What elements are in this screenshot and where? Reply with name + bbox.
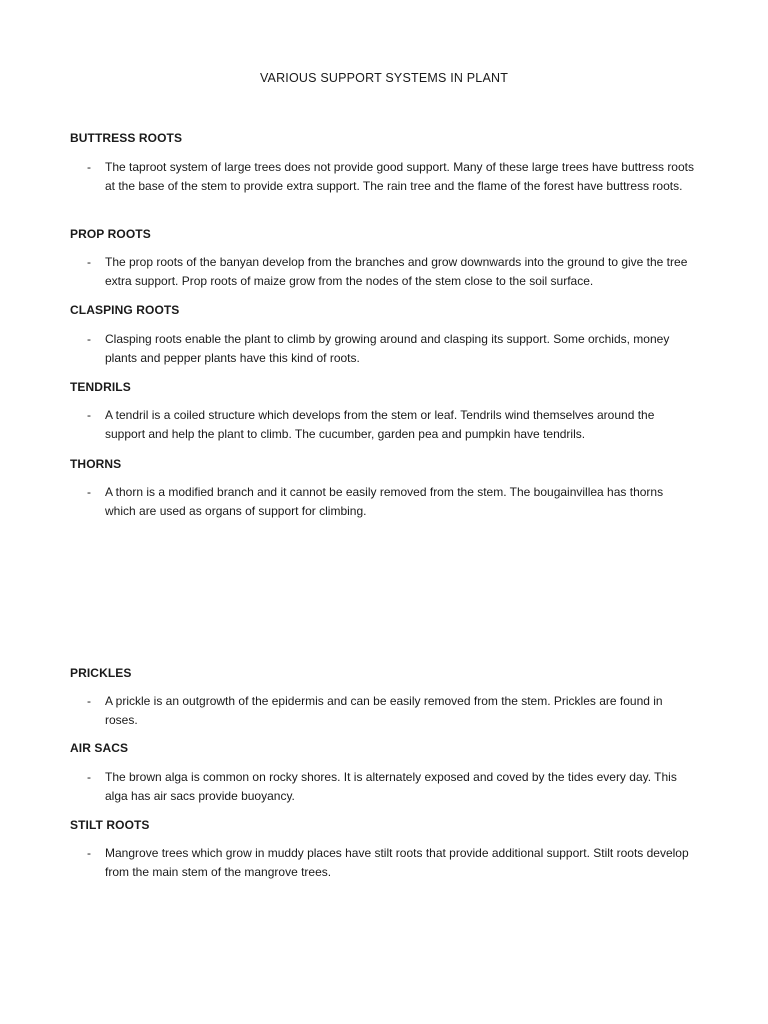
section-heading-clasping-roots: CLASPING ROOTS [70,303,180,317]
section-heading-tendrils: TENDRILS [70,380,131,394]
bullet-dash: - [87,255,91,269]
section-heading-air-sacs: AIR SACS [70,741,129,755]
section-text-thorns: A thorn is a modified branch and it cannot be easily removed from the stem. The bougainvillea has thorns which are used as organs of support for climbing. [105,485,664,518]
bullet-dash: - [87,770,91,784]
section-text-air-sacs: The brown alga is common on rocky shores. It is alternately exposed and coved by the tides every day. This alga has air sacs provide buoyancy. [105,770,677,803]
section-heading-prickles: PRICKLES [70,666,132,680]
bullet-dash: - [87,485,91,499]
list-item-prop-roots [70,253,710,291]
section-text-buttress-roots: The taproot system of large trees does not provide good support. Many of these large trees have buttress roots at the base of the stem to provide extra support. The rain tree and the flame of the forest have buttress roots. [105,160,694,193]
section-text-tendrils: A tendril is a coiled structure which develops from the stem or leaf. Tendrils wind themselves around the support and help the plant to climb. The cucumber, garden pea and pumpkin have tendrils. [105,408,655,441]
section-heading-stilt-roots: STILT ROOTS [70,818,150,832]
section-heading-prop-roots: PROP ROOTS [70,227,151,241]
section-heading-buttress-roots: BUTTRESS ROOTS [70,131,183,145]
list-item-buttress-roots [70,158,710,196]
section-text-clasping-roots: Clasping roots enable the plant to climb by growing around and clasping its support. Some orchids, money plants and pepper plants have this kind of roots. [105,332,670,365]
section-heading-thorns: THORNS [70,457,122,471]
bullet-dash: - [87,160,91,174]
list-item-air-sacs [70,768,710,806]
section-text-stilt-roots: Mangrove trees which grow in muddy places have stilt roots that provide additional support. Stilt roots develop from the main stem of the mangrove trees. [105,846,689,879]
bullet-dash: - [87,332,91,346]
list-item-thorns [70,483,710,521]
bullet-dash: - [87,408,91,422]
bullet-dash: - [87,846,91,860]
list-item-stilt-roots [70,844,710,882]
section-text-prop-roots: The prop roots of the banyan develop from the branches and grow downwards into the ground to give the tree extra support. Prop roots of maize grow from the nodes of the stem close to the soil surface. [105,255,688,288]
list-item-prickles [70,692,710,730]
section-text-prickles: A prickle is an outgrowth of the epidermis and can be easily removed from the stem. Prickles are found in roses. [105,694,663,727]
list-item-clasping-roots [70,330,710,368]
bullet-dash: - [87,694,91,708]
list-item-tendrils [70,406,710,444]
document-title: VARIOUS SUPPORT SYSTEMS IN PLANT [259,71,509,85]
